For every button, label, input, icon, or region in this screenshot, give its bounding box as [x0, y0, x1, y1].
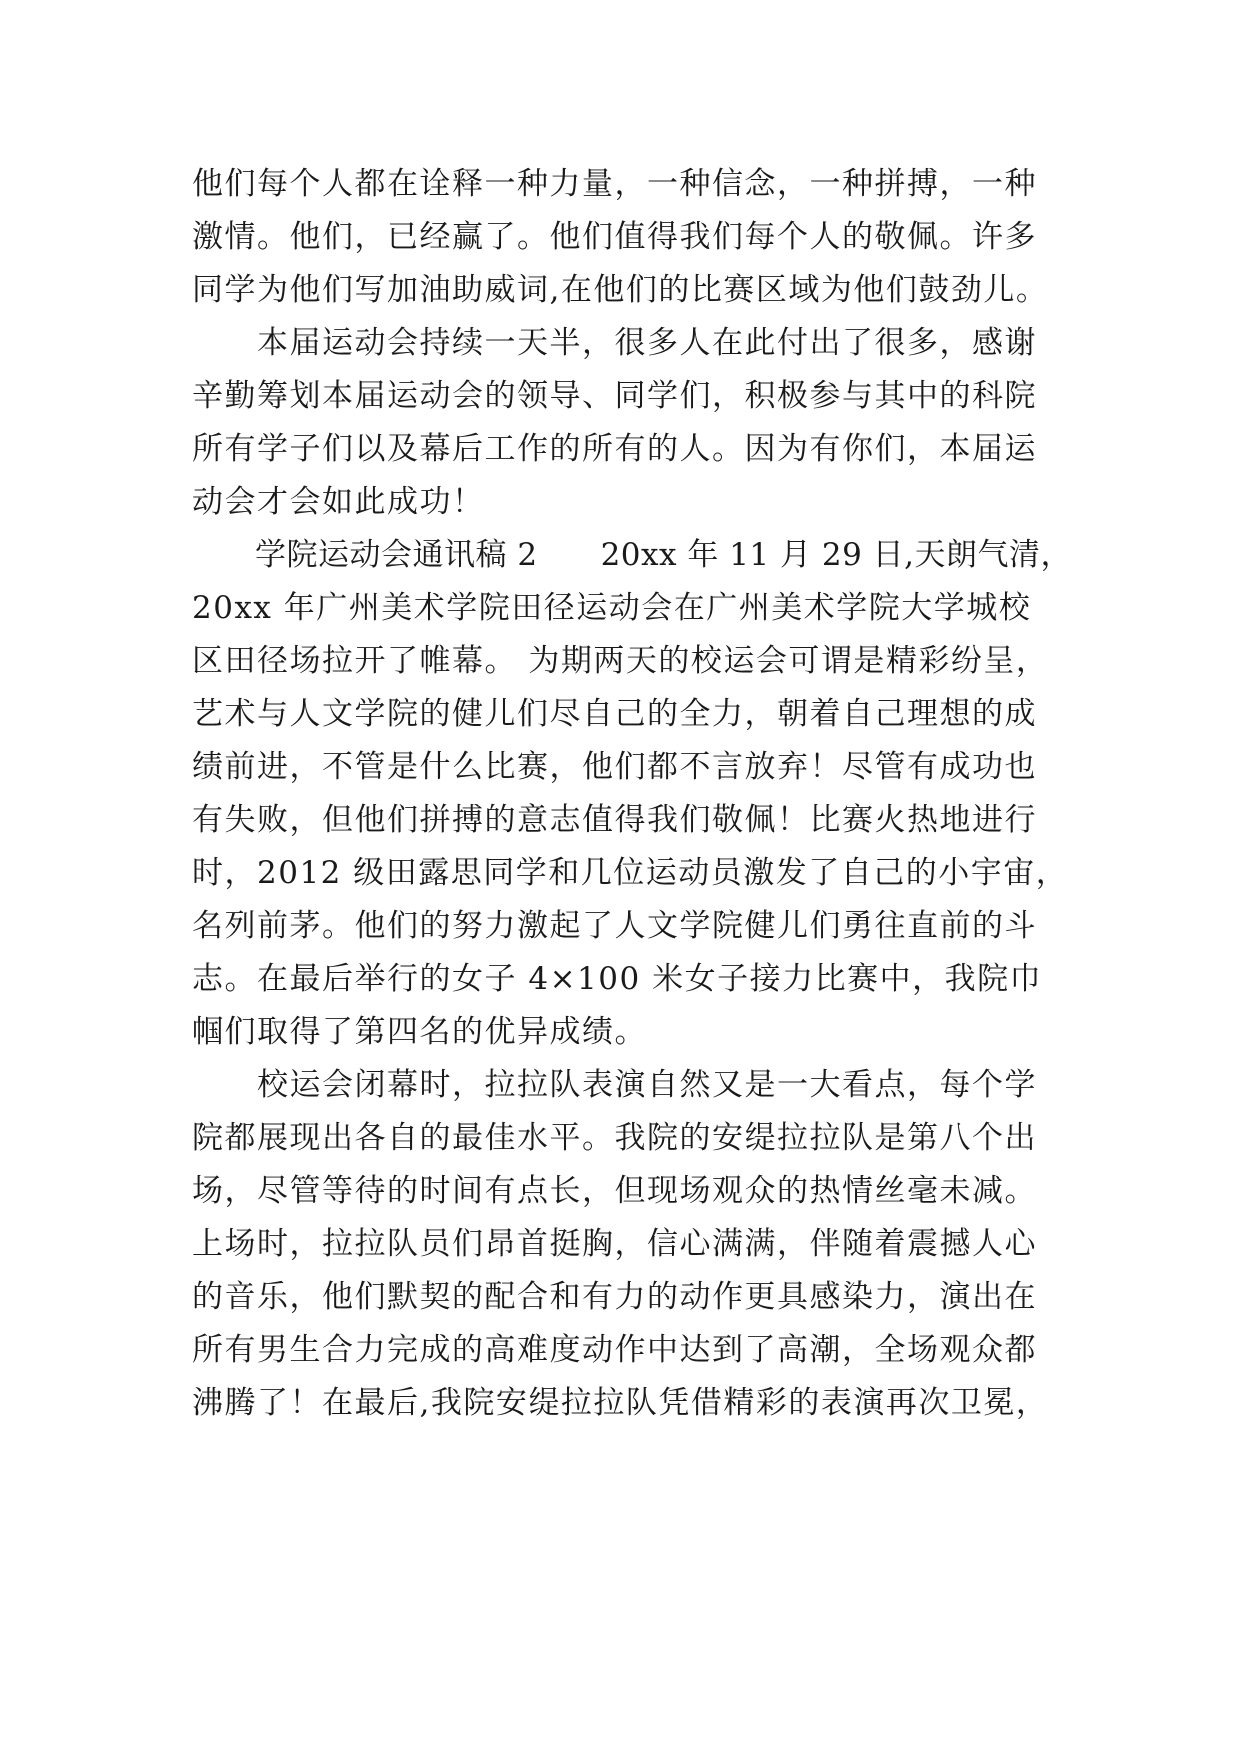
text-line: 激情。他们，已经赢了。他们值得我们每个人的敬佩。许多 [192, 219, 1037, 255]
text-line: 辛勤筹划本届运动会的领导、同学们，积极参与其中的科院 [192, 378, 1037, 414]
text-line: 的音乐，他们默契的配合和有力的动作更具感染力，演出在 [192, 1279, 1037, 1315]
text-line: 帼们取得了第四名的优异成绩。 [192, 1014, 647, 1050]
text-line: 所有学子们以及幕后工作的所有的人。因为有你们，本届运 [192, 431, 1037, 467]
text-line: 时，2012 级田露思同学和几位运动员激发了自己的小宇宙， [192, 855, 1069, 891]
text-line: 绩前进，不管是什么比赛，他们都不言放弃！尽管有成功也 [192, 749, 1037, 785]
text-line: 场，尽管等待的时间有点长，但现场观众的热情丝毫未减。 [192, 1173, 1037, 1209]
text-line: 有失败，但他们拼搏的意志值得我们敬佩！比赛火热地进行 [192, 802, 1037, 838]
text-line: 学院运动会通讯稿 2 20xx 年 11 月 29 日,天朗气清， [192, 537, 1073, 573]
text-line: 同学为他们写加油助威词,在他们的比赛区域为他们鼓劲儿。 [192, 272, 1049, 308]
text-line: 动会才会如此成功！ [192, 484, 485, 520]
text-line: 院都展现出各自的最佳水平。我院的安缇拉拉队是第八个出 [192, 1120, 1037, 1156]
text-line: 上场时，拉拉队员们昂首挺胸，信心满满，伴随着震撼人心 [192, 1226, 1037, 1262]
text-line: 校运会闭幕时，拉拉队表演自然又是一大看点，每个学 [192, 1067, 1037, 1103]
text-line: 区田径场拉开了帷幕。 为期两天的校运会可谓是精彩纷呈， [192, 643, 1049, 679]
text-line: 志。在最后举行的女子 4×100 米女子接力比赛中，我院巾 [192, 961, 1043, 997]
text-line: 本届运动会持续一天半，很多人在此付出了很多，感谢 [192, 325, 1037, 361]
text-line: 名列前茅。他们的努力激起了人文学院健儿们勇往直前的斗 [192, 908, 1037, 944]
text-line: 沸腾了！在最后,我院安缇拉拉队凭借精彩的表演再次卫冕， [192, 1385, 1049, 1421]
text-line: 艺术与人文学院的健儿们尽自己的全力，朝着自己理想的成 [192, 696, 1037, 732]
text-line: 20xx 年广州美术学院田径运动会在广州美术学院大学城校 [192, 590, 1032, 626]
text-line: 所有男生合力完成的高难度动作中达到了高潮，全场观众都 [192, 1332, 1037, 1368]
text-line: 他们每个人都在诠释一种力量，一种信念，一种拼搏，一种 [192, 166, 1037, 202]
